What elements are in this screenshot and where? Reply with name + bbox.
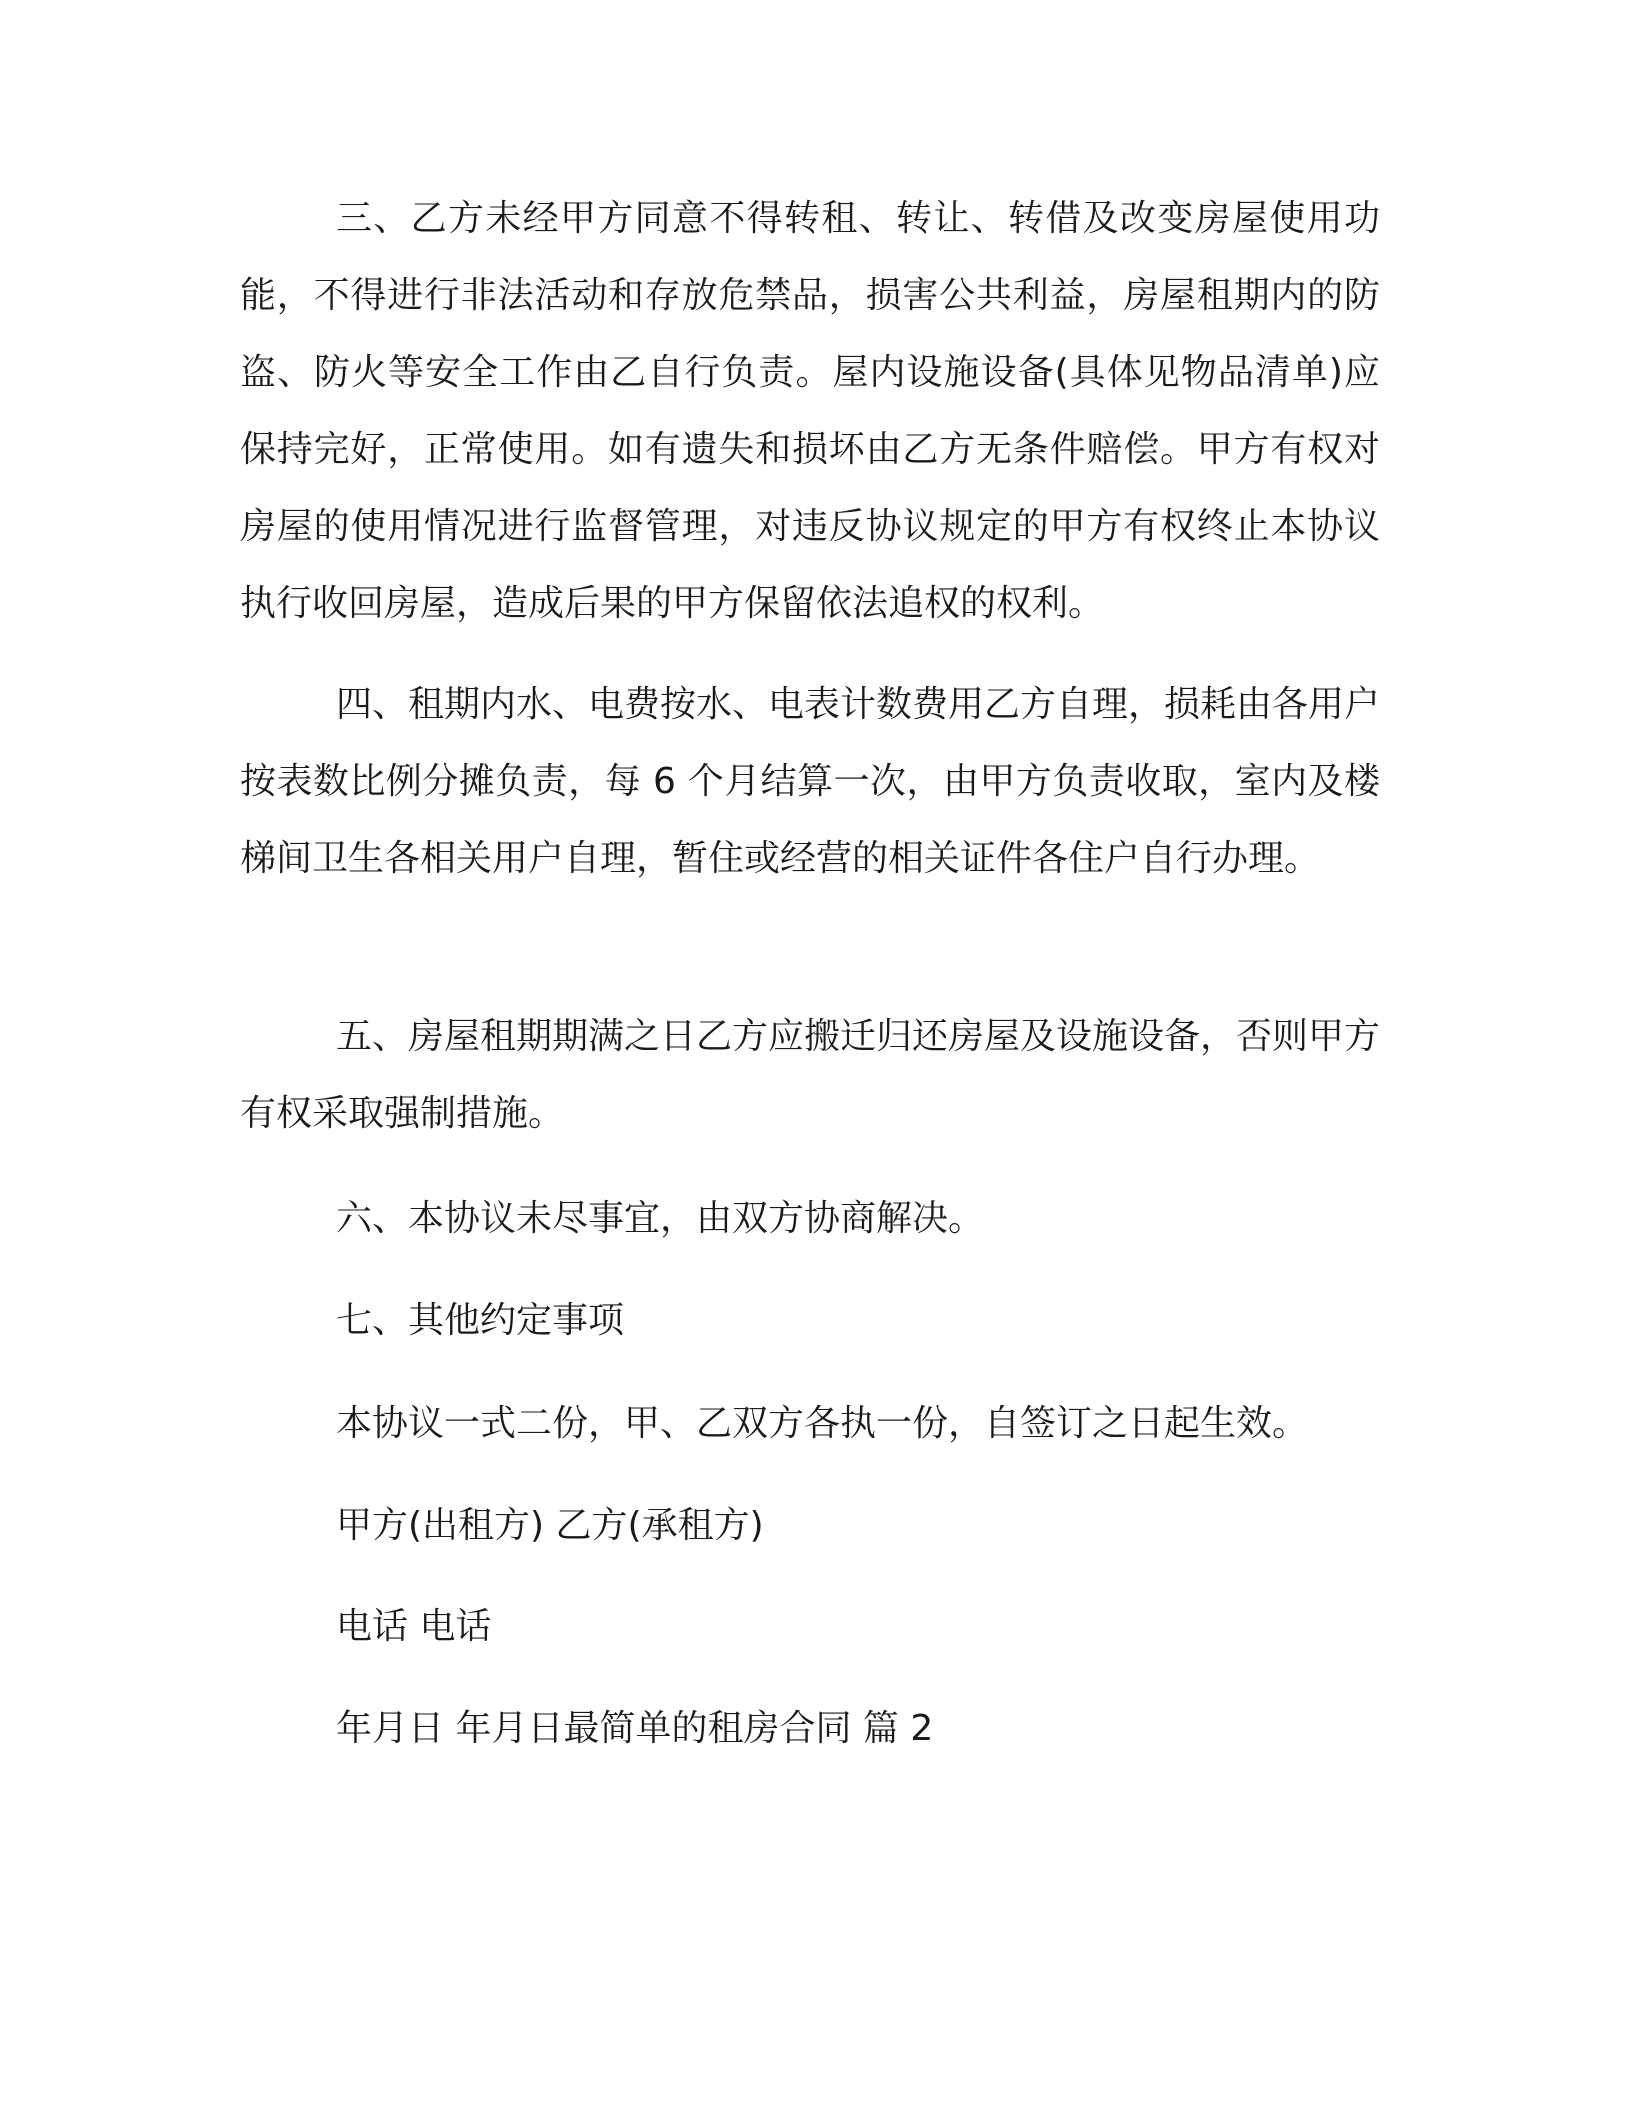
date-title-line: 年月日 年月日最简单的租房合同 篇 2 — [336, 1708, 934, 1749]
clause-6-line: 六、本协议未尽事宜，由双方协商解决。 — [336, 1198, 985, 1239]
parties-line: 甲方(出租方) 乙方(承租方) — [336, 1505, 764, 1546]
clause-4-paragraph: 四、租期内水、电费按水、电表计数费用乙方自理，损耗由各用户按表数比例分摊负责，每 6 个月结算一次，由甲方负责收取，室内及楼梯间卫生各相关用户自理，暂住或经营的相关证件各住户自行办理。 — [240, 684, 1381, 879]
clause-3-block — [240, 180, 1380, 642]
clause-7-line: 七、其他约定事项 — [336, 1300, 625, 1341]
clause-3-paragraph: 三、乙方未经甲方同意不得转租、转让、转借及改变房屋使用功能，不得进行非法活动和存放危禁品，损害公共利益，房屋租期内的防盗、防火等安全工作由乙自行负责。屋内设施设备(具体见物品清单)应保持完好，正常使用。如有遗失和损坏由乙方无条件赔偿。甲方有权对房屋的使用情况进行监督管理，对违反协议规定的甲方有权终止本协议执行收回房屋，造成后果的甲方保留依法追权的权利。 — [240, 198, 1380, 624]
phone-line: 电话 电话 — [336, 1606, 492, 1647]
clause-5-block — [240, 998, 1380, 1152]
clause-4-block — [240, 666, 1380, 897]
clause-5-paragraph: 五、房屋租期期满之日乙方应搬迁归还房屋及设施设备，否则甲方有权采取强制措施。 — [240, 1016, 1381, 1134]
effectiveness-line: 本协议一式二份，甲、乙双方各执一份，自签订之日起生效。 — [336, 1403, 1309, 1444]
